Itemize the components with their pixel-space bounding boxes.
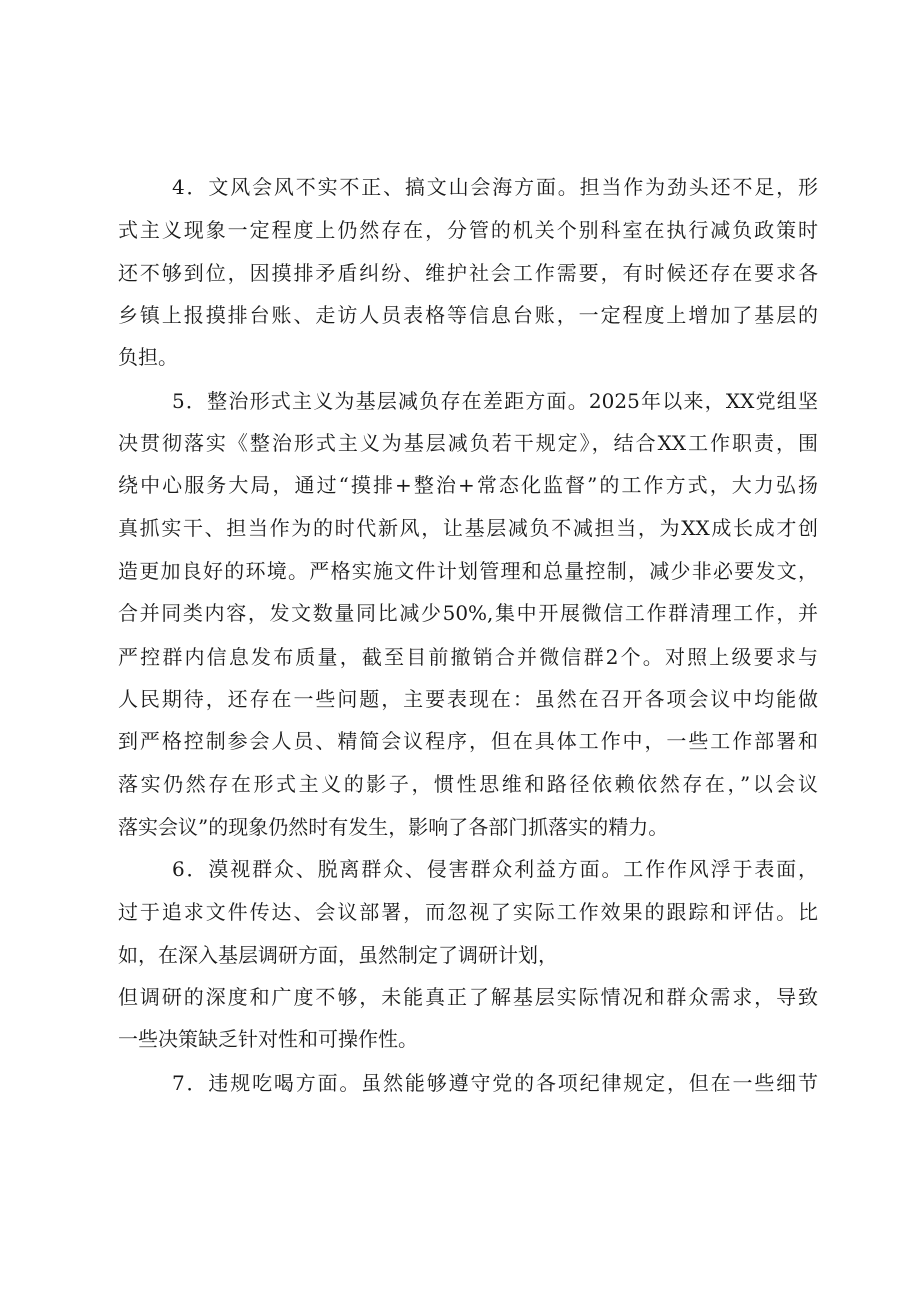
paragraph-5-line-10: 落实仍然存在形式主义的影子，惯性思维和路径依赖依然存在，”以会议 (118, 772, 818, 796)
paragraph-4-line-1: 4．文风会风不实不正、搞文山会海方面。担当作为劲头还不足，形 (172, 175, 818, 199)
paragraph-6-line-4: 但调研的深度和广度不够，未能真正了解基层实际情况和群众需求，导致 (118, 985, 818, 1009)
paragraph-5-line-6: 合并同类内容，发文数量同比减少50%,集中开展微信工作群清理工作，并 (118, 601, 818, 625)
paragraph-5-line-11: 落实会议”的现象仍然时有发生，影响了各部门抓落实的精力。 (118, 815, 669, 839)
paragraph-5-line-2: 决贯彻落实《整治形式主义为基层减负若干规定》，结合XX工作职责，围 (118, 431, 818, 455)
paragraph-6-line-3: 如，在深入基层调研方面，虽然制定了调研计划， (118, 943, 558, 967)
paragraph-6-line-5: 一些决策缺乏针对性和可操作性。 (118, 1027, 418, 1051)
paragraph-5-line-8: 人民期待，还存在一些问题，主要表现在：虽然在召开各项会议中均能做 (118, 687, 818, 711)
paragraph-5-line-9: 到严格控制参会人员、精简会议程序，但在具体工作中，一些工作部署和 (118, 729, 818, 753)
paragraph-5-line-1: 5．整治形式主义为基层减负存在差距方面。2025年以来，XX党组坚 (172, 389, 818, 413)
paragraph-4-line-3: 还不够到位，因摸排矛盾纠纷、维护社会工作需要，有时候还存在要求各 (118, 261, 818, 285)
paragraph-4-line-4: 乡镇上报摸排台账、走访人员表格等信息台账，一定程度上增加了基层的 (118, 303, 818, 327)
paragraph-7-line-1: 7．违规吃喝方面。虽然能够遵守党的各项纪律规定，但在一些细节 (172, 1071, 818, 1095)
paragraph-4-line-5: 负担。 (118, 345, 178, 369)
paragraph-6-line-2: 过于追求文件传达、会议部署，而忽视了实际工作效果的跟踪和评估。比 (118, 900, 818, 924)
paragraph-5-line-7: 严控群内信息发布质量，截至目前撤销合并微信群2个。对照上级要求与 (118, 645, 818, 669)
paragraph-4-line-2: 式主义现象一定程度上仍然存在，分管的机关个别科室在执行减负政策时 (118, 218, 818, 242)
paragraph-5-line-3: 绕中心服务大局，通过“摸排+整治+常态化监督”的工作方式，大力弘扬 (118, 473, 818, 497)
paragraph-5-line-5: 造更加良好的环境。严格实施文件计划管理和总量控制，减少非必要发文， (118, 559, 818, 583)
paragraph-6-line-1: 6．漠视群众、脱离群众、侵害群众利益方面。工作作风浮于表面， (172, 857, 818, 881)
paragraph-5-line-4: 真抓实干、担当作为的时代新风，让基层减负不减担当，为XX成长成才创 (118, 516, 818, 540)
